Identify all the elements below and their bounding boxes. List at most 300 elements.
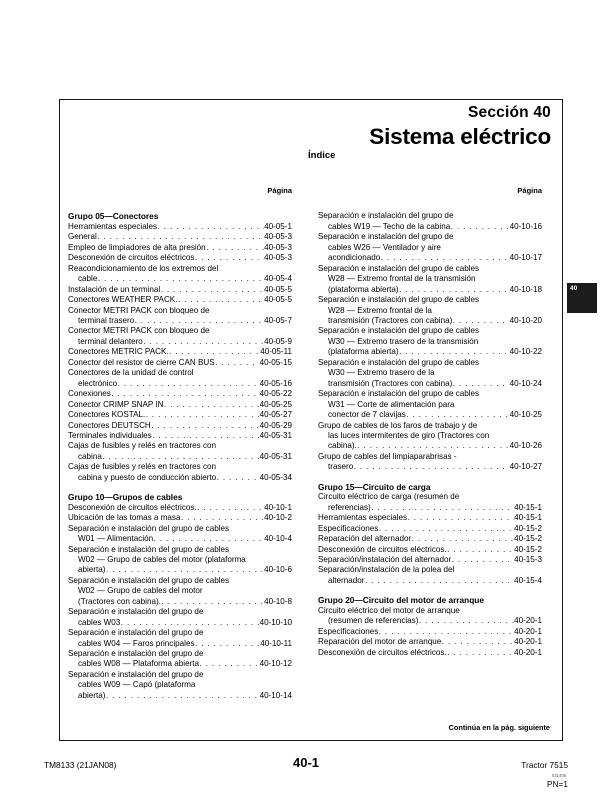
toc-entry[interactable]: [68, 222, 292, 232]
toc-entry-text: Separación e instalación del grupo de cables: [68, 544, 230, 554]
toc-entry-line: [318, 524, 542, 534]
toc-entry-line: [318, 627, 542, 637]
toc-entry-line: [68, 680, 292, 690]
toc-entry-text: (resumen de referencias): [328, 616, 419, 626]
toc-page-number: 40-05-4: [264, 274, 292, 284]
toc-page-number: 40-05-34: [259, 472, 292, 482]
toc-leader-dots: [379, 627, 514, 637]
toc-page-number: 40-15-2: [514, 523, 542, 533]
toc-page-number: 40-10-20: [509, 315, 542, 325]
toc-entry-text: Conectores de la unidad de control: [68, 368, 194, 378]
toc-leader-dots: [399, 347, 509, 357]
toc-entry-line: [68, 410, 292, 420]
toc-entry-text: Conectores KOSTAL.: [68, 410, 146, 420]
toc-block-list-left: [68, 211, 292, 701]
toc-entry-line: [318, 492, 542, 502]
toc-entry-line: [318, 565, 542, 575]
footer-page-number: 40-1: [292, 755, 320, 770]
toc-page-number: 40-05-7: [264, 315, 292, 325]
toc-entry[interactable]: [318, 534, 542, 544]
toc-entry[interactable]: [68, 649, 292, 670]
toc-entry[interactable]: [318, 452, 542, 473]
section-label: Sección 40: [468, 104, 551, 121]
toc-page-number: 40-10-6: [264, 565, 292, 575]
toc-page-number: 40-05-31: [259, 430, 292, 440]
toc-entry[interactable]: [68, 524, 292, 545]
toc-entry-text: Separación e instalación del grupo de cables: [318, 295, 480, 305]
toc-entry-line: [68, 274, 292, 284]
toc-entry-text: Terminales individuales: [68, 430, 152, 440]
toc-page-number: 40-15-1: [514, 513, 542, 523]
toc-page-number: 40-10-26: [509, 441, 542, 451]
toc-entry-text: Herramientas especiales: [318, 513, 408, 523]
toc-entry-text: terminal trasero: [78, 315, 135, 325]
toc-entry[interactable]: [68, 368, 292, 389]
section-tab-label: 40: [570, 285, 578, 292]
toc-entry-line: [68, 628, 292, 638]
toc-entry-text: Grupo de cables de los faros de trabajo y de: [318, 420, 478, 430]
toc-entry-line: [318, 389, 542, 399]
toc-entry[interactable]: [318, 492, 542, 513]
toc-page-number: 40-10-1: [264, 502, 292, 512]
toc-leader-dots: [399, 285, 509, 295]
section-tab-marker: [567, 283, 597, 313]
toc-page-number: 40-05-31: [259, 451, 292, 461]
toc-entry-line: [68, 431, 292, 441]
toc-entry-line: [68, 586, 292, 596]
toc-column-left: [68, 186, 292, 701]
toc-entry[interactable]: [68, 295, 292, 305]
toc-entry-line: [68, 285, 292, 295]
toc-leader-dots: [451, 222, 509, 232]
toc-entry-line: [318, 431, 542, 441]
toc-page-number: 40-05-5: [264, 295, 292, 305]
toc-entry-line: [68, 358, 292, 368]
toc-entry[interactable]: [318, 421, 542, 452]
toc-entry-text: (plataforma abierta): [328, 347, 399, 357]
toc-entry-line: [68, 639, 292, 649]
toc-entry-line: [318, 648, 542, 658]
toc-entry[interactable]: [68, 358, 292, 368]
toc-page-number: 40-20-1: [514, 637, 542, 647]
toc-entry-text: Separación e instalación del grupo de: [68, 669, 204, 679]
toc-entry-line: [68, 524, 292, 534]
toc-entry-text: Herramientas especiales: [68, 221, 158, 231]
toc-entry-line: [318, 306, 542, 316]
toc-entry[interactable]: [318, 389, 542, 420]
toc-entry-text: W28 — Extremo frontal de la: [328, 305, 432, 315]
toc-entry-line: [68, 618, 292, 628]
toc-entry-line: [318, 285, 542, 295]
column-page-header: Página: [517, 186, 542, 195]
toc-entry[interactable]: [68, 264, 292, 285]
toc-entry-text: Circuito eléctrico del motor de arranque: [318, 605, 460, 615]
toc-entry[interactable]: [68, 628, 292, 649]
toc-entry-line: [68, 513, 292, 523]
toc-page-number: 40-20-1: [514, 616, 542, 626]
toc-entry[interactable]: [318, 513, 542, 523]
toc-entry-text: abierta): [78, 565, 106, 575]
toc-page-number: 40-10-22: [509, 347, 542, 357]
toc-entry[interactable]: [68, 462, 292, 483]
toc-leader-dots: [169, 347, 260, 357]
toc-entry-line: [318, 441, 542, 451]
toc-leader-dots: [452, 555, 514, 565]
toc-leader-dots: [102, 452, 259, 462]
toc-entry-text: W30 — Extremo trasero de la: [328, 368, 435, 378]
toc-leader-dots: [381, 253, 509, 263]
toc-entry-text: Cajas de fusibles y relés en tractores con: [68, 441, 217, 451]
toc-entry-line: [68, 473, 292, 483]
toc-entry-line: [318, 400, 542, 410]
toc-entry-line: [318, 243, 542, 253]
toc-entry-text: Conectores WEATHER PACK.: [68, 295, 178, 305]
toc-group-title: Grupo 10—Grupos de cables: [68, 492, 183, 503]
toc-entry-line: [68, 368, 292, 378]
toc-entry-text: W02 — Grupo de cables del motor (plataforma: [78, 554, 246, 564]
toc-entry-line: [318, 555, 542, 565]
toc-leader-dots: [217, 473, 259, 483]
toc-entry-line: [318, 616, 542, 626]
toc-leader-dots: [151, 421, 259, 431]
toc-entry[interactable]: [318, 555, 542, 565]
toc-entry-text: cable: [78, 274, 98, 284]
toc-entry-line: [318, 358, 542, 368]
toc-page-number: 40-05-9: [264, 336, 292, 346]
toc-entry-text: (Tractores con cabina).: [78, 596, 161, 606]
toc-entry[interactable]: [68, 243, 292, 253]
toc-page-number: 40-05-29: [259, 420, 292, 430]
toc-entry-text: cabina: [78, 451, 102, 461]
toc-entry-text: Separación/instalación de la polea del: [318, 565, 455, 575]
toc-entry-line: [318, 637, 542, 647]
toc-entry[interactable]: [318, 545, 542, 555]
toc-entry[interactable]: [318, 264, 542, 295]
toc-leader-dots: [154, 534, 264, 544]
toc-entry-text: cables W03: [78, 617, 121, 627]
toc-group-title: Grupo 20—Circuito del motor de arranque: [318, 595, 484, 606]
toc-entry-line: [68, 565, 292, 575]
toc-entry-text: Instalación de un terminal: [68, 284, 161, 294]
toc-entry[interactable]: [68, 545, 292, 576]
toc-entry-text: Especificaciones: [318, 523, 379, 533]
toc-page-number: 40-10-8: [264, 596, 292, 606]
toc-page-number: 40-20-1: [514, 647, 542, 657]
toc-entry-line: [68, 253, 292, 263]
toc-leader-dots: [447, 545, 513, 555]
toc-entry-text: Separación e instalación del grupo de: [68, 607, 204, 617]
toc-entry-line: [318, 545, 542, 555]
toc-entry[interactable]: [68, 576, 292, 607]
toc-page-number: 40-10-14: [259, 690, 292, 700]
toc-page-number: 40-15-2: [514, 544, 542, 554]
toc-entry-text: Circuito eléctrico de carga (resumen de: [318, 492, 460, 502]
toc-leader-dots: [365, 576, 514, 586]
toc-entry-text: Reacondicionamiento de los extremos del: [68, 263, 219, 273]
toc-entry-text: Separación e instalación del grupo de: [68, 628, 204, 638]
toc-entry-line: [68, 222, 292, 232]
toc-entry[interactable]: [318, 295, 542, 326]
toc-entry-line: [68, 503, 292, 513]
toc-page-number: 40-15-3: [514, 554, 542, 564]
toc-entry-line: [68, 659, 292, 669]
toc-page-number: 40-10-16: [509, 221, 542, 231]
toc-entry-line: [318, 379, 542, 389]
toc-entry-text: cables W19 — Techo de la cabina: [328, 221, 451, 231]
toc-entry-line: [68, 452, 292, 462]
toc-entry[interactable]: [68, 607, 292, 628]
toc-entry-text: Reparación del alternador: [318, 534, 412, 544]
toc-entry-text: Separación e instalación del grupo de: [318, 232, 454, 242]
toc-entry-text: trasero: [328, 462, 354, 472]
toc-entry[interactable]: [318, 627, 542, 637]
toc-entry-text: W01 — Alimentación: [78, 534, 154, 544]
toc-leader-dots: [206, 243, 263, 253]
toc-entry[interactable]: [68, 513, 292, 523]
toc-entry-text: (plataforma abierta): [328, 284, 399, 294]
toc-entry-text: alternador: [328, 575, 365, 585]
toc-entry-text: Especificaciones: [318, 626, 379, 636]
toc-page-number: 40-05-27: [259, 410, 292, 420]
toc-leader-dots: [406, 410, 509, 420]
toc-entry-line: [318, 576, 542, 586]
toc-page-number: 40-10-12: [259, 659, 292, 669]
toc-entry-text: cabina y puesto de conducción abierto: [78, 472, 217, 482]
toc-entry[interactable]: [318, 648, 542, 658]
toc-page-number: 40-15-2: [514, 534, 542, 544]
toc-entry-line: [68, 326, 292, 336]
toc-entry[interactable]: [68, 421, 292, 431]
toc-leader-dots: [453, 316, 509, 326]
toc-entry[interactable]: [68, 400, 292, 410]
toc-entry-line: [68, 649, 292, 659]
toc-entry[interactable]: [68, 389, 292, 399]
toc-entry-text: Reparación del motor de arranque: [318, 637, 442, 647]
toc-leader-dots: [419, 616, 514, 626]
toc-entry-line: [68, 400, 292, 410]
toc-entry-text: Conector METRI PACK con bloqueo de: [68, 326, 210, 336]
toc-entry-line: [68, 347, 292, 357]
toc-leader-dots: [152, 431, 259, 441]
toc-entry-text: General: [68, 232, 97, 242]
toc-leader-dots: [354, 462, 509, 472]
toc-entry[interactable]: [318, 326, 542, 357]
toc-entry-line: [318, 347, 542, 357]
toc-entry[interactable]: [318, 358, 542, 389]
toc-entry-line: [318, 462, 542, 472]
toc-page-number: 40-20-1: [514, 626, 542, 636]
toc-leader-dots: [181, 513, 264, 523]
toc-entry-text: transmisión (Tractores con cabina): [328, 378, 453, 388]
toc-entry-line: [68, 337, 292, 347]
toc-entry[interactable]: [68, 410, 292, 420]
toc-leader-dots: [408, 513, 514, 523]
toc-entry-line: [318, 503, 542, 513]
toc-entry-text: acondicionado: [328, 253, 381, 263]
toc-entry-text: conector de 7 clavijas: [328, 410, 406, 420]
toc-entry[interactable]: [68, 285, 292, 295]
toc-entry-line: [68, 379, 292, 389]
toc-page-number: 40-05-11: [260, 347, 292, 357]
toc-page-number: 40-10-27: [509, 462, 542, 472]
toc-page-number: 40-10-18: [509, 284, 542, 294]
toc-leader-dots: [143, 337, 263, 347]
toc-entry-text: W30 — Extremo trasero de la transmisión: [328, 336, 479, 346]
toc-entry[interactable]: [68, 441, 292, 462]
toc-entry-line: [68, 555, 292, 565]
toc-entry-line: [318, 326, 542, 336]
page-title: Sistema eléctrico: [369, 124, 551, 149]
toc-entry-line: [68, 316, 292, 326]
toc-leader-dots: [106, 691, 259, 701]
toc-leader-dots: [106, 565, 264, 575]
toc-entry-line: [68, 295, 292, 305]
toc-page-number: 40-10-11: [260, 638, 292, 648]
toc-entry-line: [68, 597, 292, 607]
toc-entry-line: [68, 462, 292, 472]
toc-page-number: 40-05-5: [264, 284, 292, 294]
toc-entry-line: [68, 243, 292, 253]
toc-entry[interactable]: [318, 637, 542, 647]
toc-entry[interactable]: [318, 524, 542, 534]
index-label: Índice: [308, 150, 336, 161]
toc-column-right: [318, 186, 542, 658]
toc-entry-line: [318, 316, 542, 326]
toc-entry-text: Cajas de fusibles y relés en tractores con: [68, 462, 217, 472]
toc-entry[interactable]: [68, 347, 292, 357]
toc-entry[interactable]: [318, 211, 542, 232]
toc-entry-line: [68, 607, 292, 617]
toc-leader-dots: [164, 400, 259, 410]
footer-pn: PN=1: [547, 779, 568, 789]
toc-leader-dots: [161, 285, 264, 295]
toc-entry-line: [318, 232, 542, 242]
toc-entry-text: cables W26 — Ventilador y aire: [328, 242, 441, 252]
toc-entry-text: terminal delantero: [78, 336, 143, 346]
toc-entry-line: [318, 337, 542, 347]
toc-entry[interactable]: [68, 503, 292, 513]
toc-entry-text: Separación e instalación del grupo de cables: [318, 326, 480, 336]
toc-page-number: 40-05-1: [264, 221, 292, 231]
toc-leader-dots: [178, 295, 264, 305]
toc-page-number: 40-10-25: [509, 410, 542, 420]
toc-entry-text: W31 — Corte de alimentación para: [328, 399, 455, 409]
toc-entry-text: Desconexión de circuitos eléctricos.: [318, 544, 447, 554]
toc-group-title: Grupo 15—Circuito de carga: [318, 481, 431, 492]
toc-entry-text: las luces intermitentes de giro (Tractores con: [328, 430, 490, 440]
toc-group-title: Grupo 05—Conectores: [68, 211, 159, 222]
toc-entry-line: [318, 264, 542, 274]
toc-entry-line: [318, 452, 542, 462]
toc-entry-text: abierta): [78, 690, 106, 700]
toc-leader-dots: [195, 639, 260, 649]
toc-block-list-right: [318, 211, 542, 658]
page-header: [59, 104, 559, 150]
toc-entry-text: Conector del resistor de cierre CAN BUS: [68, 357, 215, 367]
toc-leader-dots: [453, 379, 509, 389]
toc-entry-text: Conector CRIMP SNAP IN: [68, 399, 164, 409]
toc-page-number: 40-05-22: [259, 389, 292, 399]
toc-leader-dots: [200, 659, 260, 669]
footer-manual-id: TM8133 (21JAN08): [44, 760, 117, 770]
toc-entry[interactable]: [318, 232, 542, 263]
footer-revision-code: 031408: [552, 773, 566, 778]
toc-entry-text: Separación/instalación del alternador: [318, 554, 452, 564]
toc-page-number: 40-05-3: [264, 253, 292, 263]
toc-entry-text: Desconexión de circuitos eléctricos.: [68, 502, 197, 512]
toc-entry-line: [318, 295, 542, 305]
toc-entry-text: Separación e instalación del grupo de cables: [318, 263, 480, 273]
continued-note: Continúa en la pág. siguiente: [448, 723, 550, 732]
toc-entry-text: cables W09 — Capó (plataforma: [78, 680, 196, 690]
toc-entry-line: [318, 222, 542, 232]
toc-entry-text: W02 — Grupo de cables del motor: [78, 586, 203, 596]
toc-entry-text: W28 — Extremo frontal de la transmisión: [328, 274, 476, 284]
toc-leader-dots: [135, 316, 264, 326]
toc-entry[interactable]: [68, 431, 292, 441]
toc-entry[interactable]: [68, 670, 292, 701]
toc-page-number: 40-10-17: [509, 253, 542, 263]
toc-leader-dots: [195, 253, 264, 263]
toc-entry-text: cables W04 — Faros principales: [78, 638, 195, 648]
toc-leader-dots: [442, 637, 514, 647]
toc-entry-text: cabina).: [328, 441, 357, 451]
toc-leader-dots: [197, 503, 263, 513]
toc-entry-text: referencias): [328, 502, 371, 512]
toc-leader-dots: [97, 232, 263, 242]
toc-entry-text: Ubicación de las tomas a masa: [68, 513, 181, 523]
toc-entry[interactable]: [68, 253, 292, 263]
toc-entry-line: [68, 421, 292, 431]
toc-leader-dots: [118, 379, 259, 389]
toc-leader-dots: [412, 534, 514, 544]
toc-leader-dots: [447, 648, 513, 658]
toc-entry-text: cables W08 — Plataforma abierta: [78, 659, 200, 669]
toc-entry-text: Separación e instalación del grupo de cables: [68, 575, 230, 585]
toc-entry-text: Separación e instalación del grupo de cables: [68, 523, 230, 533]
toc-entry[interactable]: [318, 565, 542, 586]
toc-entry[interactable]: [318, 606, 542, 627]
toc-leader-dots: [371, 503, 513, 513]
toc-entry-line: [68, 441, 292, 451]
toc-leader-dots: [357, 441, 509, 451]
toc-entry-line: [318, 421, 542, 431]
toc-entry-line: [68, 691, 292, 701]
toc-entry-line: [68, 545, 292, 555]
toc-page-number: 40-10-24: [509, 378, 542, 388]
toc-page-number: 40-10-2: [264, 513, 292, 523]
toc-entry[interactable]: [68, 232, 292, 242]
toc-page-number: 40-15-4: [514, 575, 542, 585]
toc-entry-text: Conector METRI PACK con bloqueo de: [68, 305, 210, 315]
toc-page-number: 40-05-16: [259, 378, 292, 388]
page-footer: [44, 755, 568, 789]
toc-entry[interactable]: [68, 326, 292, 347]
toc-entry-line: [68, 670, 292, 680]
toc-entry-line: [68, 232, 292, 242]
toc-leader-dots: [146, 410, 259, 420]
toc-leader-dots: [111, 389, 259, 399]
toc-entry-text: Grupo de cables del limpiaparabrisas -: [318, 451, 457, 461]
toc-entry-line: [318, 211, 542, 221]
toc-leader-dots: [121, 618, 259, 628]
toc-entry[interactable]: [68, 306, 292, 327]
toc-entry-text: Separación e instalación del grupo de cables: [318, 389, 480, 399]
column-page-header: Página: [267, 186, 292, 195]
toc-entry-line: [318, 534, 542, 544]
toc-entry-line: [68, 306, 292, 316]
toc-page-number: 40-15-1: [514, 502, 542, 512]
